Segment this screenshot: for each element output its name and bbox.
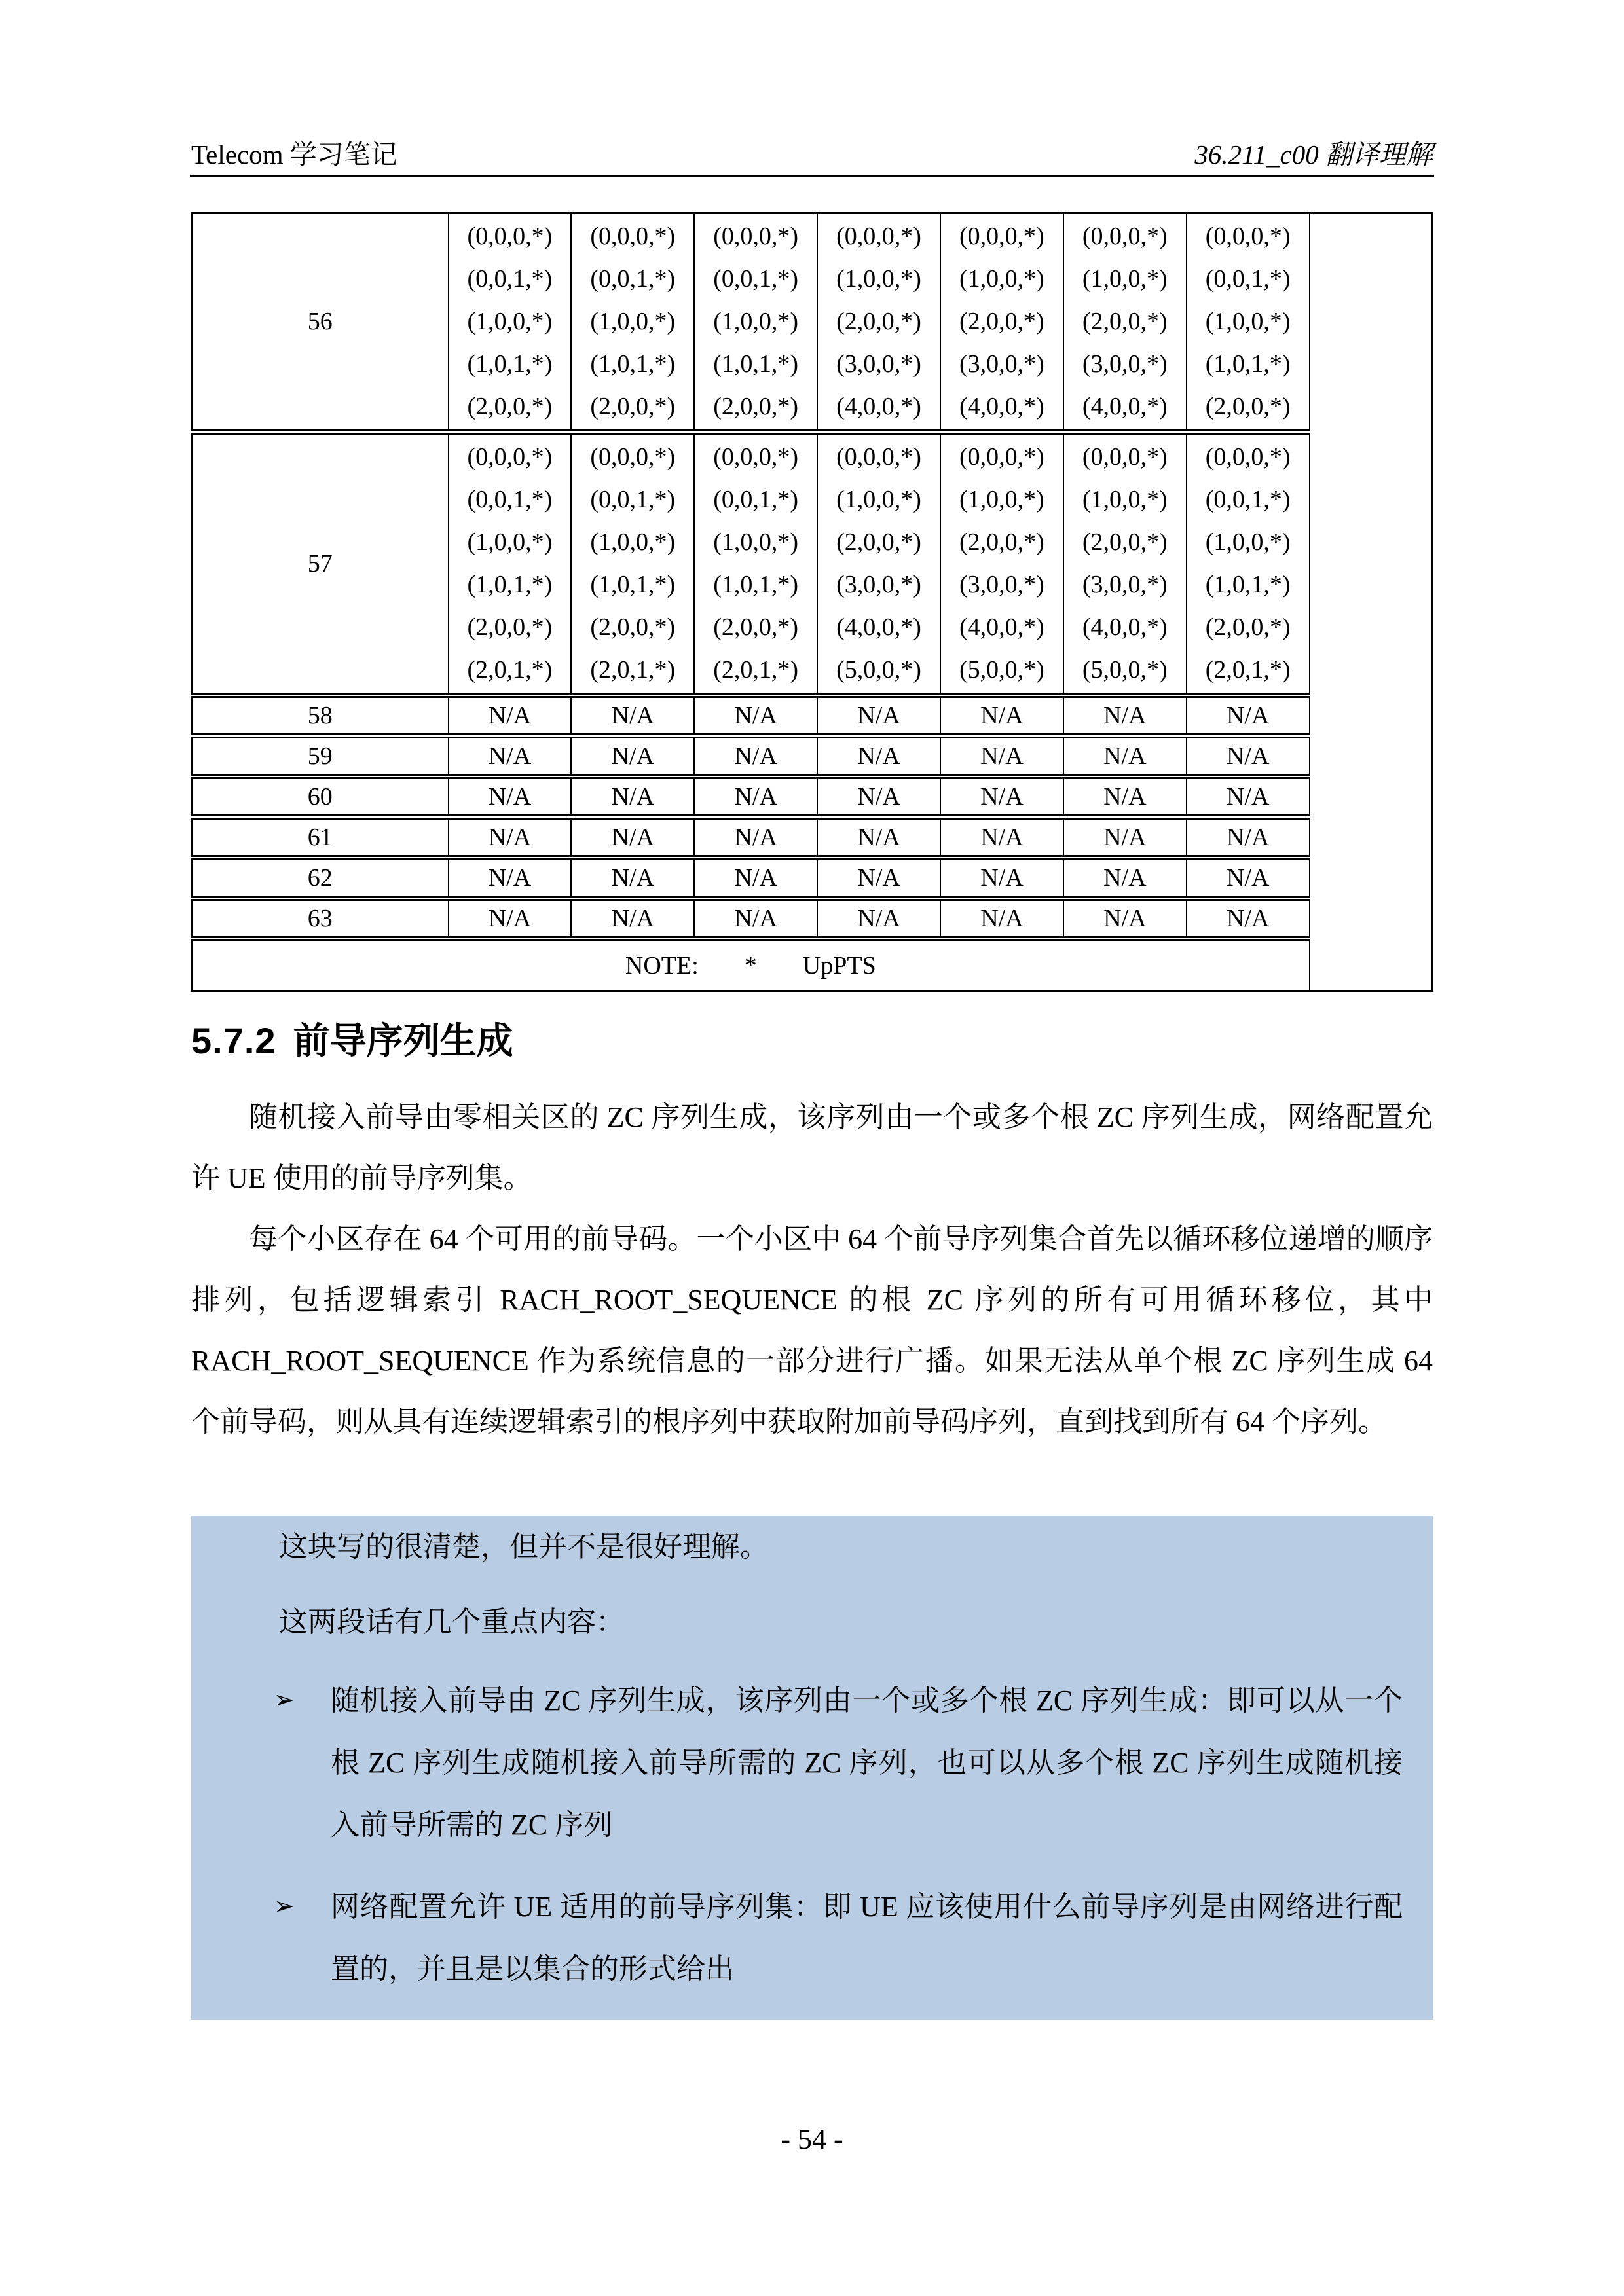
table-cell: (0,0,0,*) (0,0,1,*) (1,0,0,*) (1,0,1,*) (2,0,0,*) xyxy=(449,213,572,433)
table-row xyxy=(192,432,1433,695)
table-cell: N/A xyxy=(694,858,817,898)
table-cell: N/A xyxy=(571,817,694,858)
table-cell: (0,0,0,*) (0,0,1,*) (1,0,0,*) (1,0,1,*) (2,0,0,*) (2,0,1,*) xyxy=(694,432,817,695)
table-row-label: 58 xyxy=(192,695,449,736)
table-row-label: 57 xyxy=(192,432,449,695)
table-cell: (0,0,0,*) (1,0,0,*) (2,0,0,*) (3,0,0,*) (4,0,0,*) (5,0,0,*) xyxy=(817,432,940,695)
table-cell: (0,0,0,*) (1,0,0,*) (2,0,0,*) (3,0,0,*) (4,0,0,*) (5,0,0,*) xyxy=(940,432,1063,695)
table-cell: (0,0,0,*) (0,0,1,*) (1,0,0,*) (1,0,1,*) (2,0,0,*) xyxy=(571,213,694,433)
table-cell: N/A xyxy=(694,695,817,736)
table-cell: N/A xyxy=(817,817,940,858)
table-cell: N/A xyxy=(817,858,940,898)
paragraph-preamble-generation: 随机接入前导由零相关区的 ZC 序列生成，该序列由一个或多个根 ZC 序列生成，网络配置允许 UE 使用的前导序列集。 xyxy=(191,1101,1433,1194)
body-text xyxy=(191,1087,1433,1452)
header-right-title: 36.211_c00 翻译理解 xyxy=(1194,139,1433,170)
table-cell: (0,0,0,*) (1,0,0,*) (2,0,0,*) (3,0,0,*) (4,0,0,*) (5,0,0,*) xyxy=(1063,432,1187,695)
table-cell: N/A xyxy=(1187,695,1310,736)
table-cell: N/A xyxy=(449,858,572,898)
note-box-bullet-list xyxy=(221,1669,1403,2000)
table-cell: N/A xyxy=(1063,695,1187,736)
table-row xyxy=(192,898,1433,939)
table-cell: N/A xyxy=(449,898,572,939)
note-label: NOTE: xyxy=(625,952,699,979)
table-cell: N/A xyxy=(1187,736,1310,776)
table-cell: N/A xyxy=(1063,776,1187,817)
table-row xyxy=(192,776,1433,817)
table-cell: N/A xyxy=(449,817,572,858)
table-cell: N/A xyxy=(817,898,940,939)
table-cell: N/A xyxy=(1187,898,1310,939)
table-note-row xyxy=(192,939,1433,991)
table-cell: N/A xyxy=(940,776,1063,817)
table-cell: (0,0,0,*) (0,0,1,*) (1,0,0,*) (1,0,1,*) (2,0,0,*) (2,0,1,*) xyxy=(1187,432,1310,695)
table-row xyxy=(192,817,1433,858)
page-footer xyxy=(0,2123,1624,2156)
table-row-label: 60 xyxy=(192,776,449,817)
table-cell: N/A xyxy=(1187,776,1310,817)
preamble-mapping-table xyxy=(191,212,1433,992)
table-cell: N/A xyxy=(449,776,572,817)
table-cell: N/A xyxy=(449,736,572,776)
table-cell: (0,0,0,*) (1,0,0,*) (2,0,0,*) (3,0,0,*) (4,0,0,*) xyxy=(1063,213,1187,433)
table-cell: N/A xyxy=(571,858,694,898)
table-cell: N/A xyxy=(940,817,1063,858)
bullet-item-zc-generation xyxy=(221,1669,1403,1856)
table-cell: (0,0,0,*) (1,0,0,*) (2,0,0,*) (3,0,0,*) (4,0,0,*) xyxy=(817,213,940,433)
section-number: 5.7.2 xyxy=(191,1020,276,1061)
table-cell: N/A xyxy=(940,736,1063,776)
table-row xyxy=(192,213,1433,433)
table-row-label: 63 xyxy=(192,898,449,939)
table-cell: N/A xyxy=(571,776,694,817)
table-row-label: 56 xyxy=(192,213,449,433)
bullet-item-network-config xyxy=(221,1876,1403,2000)
note-box-intro-line: 这两段话有几个重点内容： xyxy=(279,1606,625,1638)
table-row-label: 62 xyxy=(192,858,449,898)
bullet-text: 网络配置允许 UE 适用的前导序列集：即 UE 应该使用什么前导序列是由网络进行配置的，并且是以集合的形式给出 xyxy=(331,1891,1403,1985)
table-cell: (0,0,0,*) (0,0,1,*) (1,0,0,*) (1,0,1,*) (2,0,0,*) xyxy=(1187,213,1310,433)
page-number: - 54 - xyxy=(781,2123,843,2155)
table-cell: N/A xyxy=(571,695,694,736)
preamble-table-note-section xyxy=(192,939,1433,991)
section-title: 前导序列生成 xyxy=(293,1020,513,1061)
arrow-bullet-icon: ➢ xyxy=(274,1686,295,1714)
note-asterisk: * xyxy=(744,952,757,979)
table-cell: N/A xyxy=(817,736,940,776)
header-left-title: Telecom 学习笔记 xyxy=(191,139,397,170)
note-box xyxy=(191,1516,1433,2020)
bullet-text: 随机接入前导由 ZC 序列生成，该序列由一个或多个根 ZC 序列生成：即可以从一个根 ZC 序列生成随机接入前导所需的 ZC 序列，也可以从多个根 ZC 序列生成随机接入前导所需的 ZC 序列 xyxy=(331,1685,1403,1841)
table-cell: N/A xyxy=(1063,817,1187,858)
table-cell: N/A xyxy=(449,695,572,736)
table-cell: N/A xyxy=(940,898,1063,939)
table-cell: N/A xyxy=(694,817,817,858)
table-cell: N/A xyxy=(571,736,694,776)
table-cell: N/A xyxy=(694,898,817,939)
note-value: UpPTS xyxy=(802,952,876,979)
table-cell: N/A xyxy=(694,776,817,817)
table-cell: N/A xyxy=(817,695,940,736)
arrow-bullet-icon: ➢ xyxy=(274,1893,295,1920)
table-cell: N/A xyxy=(940,695,1063,736)
table-cell: N/A xyxy=(694,736,817,776)
preamble-table-body xyxy=(192,213,1433,939)
table-row-label: 59 xyxy=(192,736,449,776)
table-row xyxy=(192,858,1433,898)
paragraph-64-preambles: 每个小区存在 64 个可用的前导码。一个小区中 64 个前导序列集合首先以循环移位递增的顺序排列，包括逻辑索引 RACH_ROOT_SEQUENCE 的根 ZC 序列的所有可用循环移位，其中 RACH_ROOT_SEQUENCE 作为系统信息的一部分进行广播。如果无法从单个根 ZC 序列生成 64 个前导码，则从具有连续逻辑索引的根序列中获取附加前导码序列，直到找到所有 64 个序列。 xyxy=(191,1223,1433,1438)
table-cell: N/A xyxy=(1063,736,1187,776)
table-cell: N/A xyxy=(940,858,1063,898)
table-cell: (0,0,0,*) (0,0,1,*) (1,0,0,*) (1,0,1,*) (2,0,0,*) (2,0,1,*) xyxy=(571,432,694,695)
table-note-cell xyxy=(192,939,1310,991)
table-cell: N/A xyxy=(817,776,940,817)
table-row xyxy=(192,736,1433,776)
table-cell: (0,0,0,*) (1,0,0,*) (2,0,0,*) (3,0,0,*) (4,0,0,*) xyxy=(940,213,1063,433)
header-rule xyxy=(190,175,1434,177)
table-cell: (0,0,0,*) (0,0,1,*) (1,0,0,*) (1,0,1,*) (2,0,0,*) xyxy=(694,213,817,433)
note-box-intro-line: 这块写的很清楚，但并不是很好理解。 xyxy=(279,1531,769,1563)
table-row-label: 61 xyxy=(192,817,449,858)
table-cell: (0,0,0,*) (0,0,1,*) (1,0,0,*) (1,0,1,*) (2,0,0,*) (2,0,1,*) xyxy=(449,432,572,695)
table-cell: N/A xyxy=(571,898,694,939)
table-cell: N/A xyxy=(1187,817,1310,858)
section-heading xyxy=(191,1019,1433,1063)
table-cell: N/A xyxy=(1063,858,1187,898)
table-row xyxy=(192,695,1433,736)
table-cell: N/A xyxy=(1063,898,1187,939)
table-cell: N/A xyxy=(1187,858,1310,898)
